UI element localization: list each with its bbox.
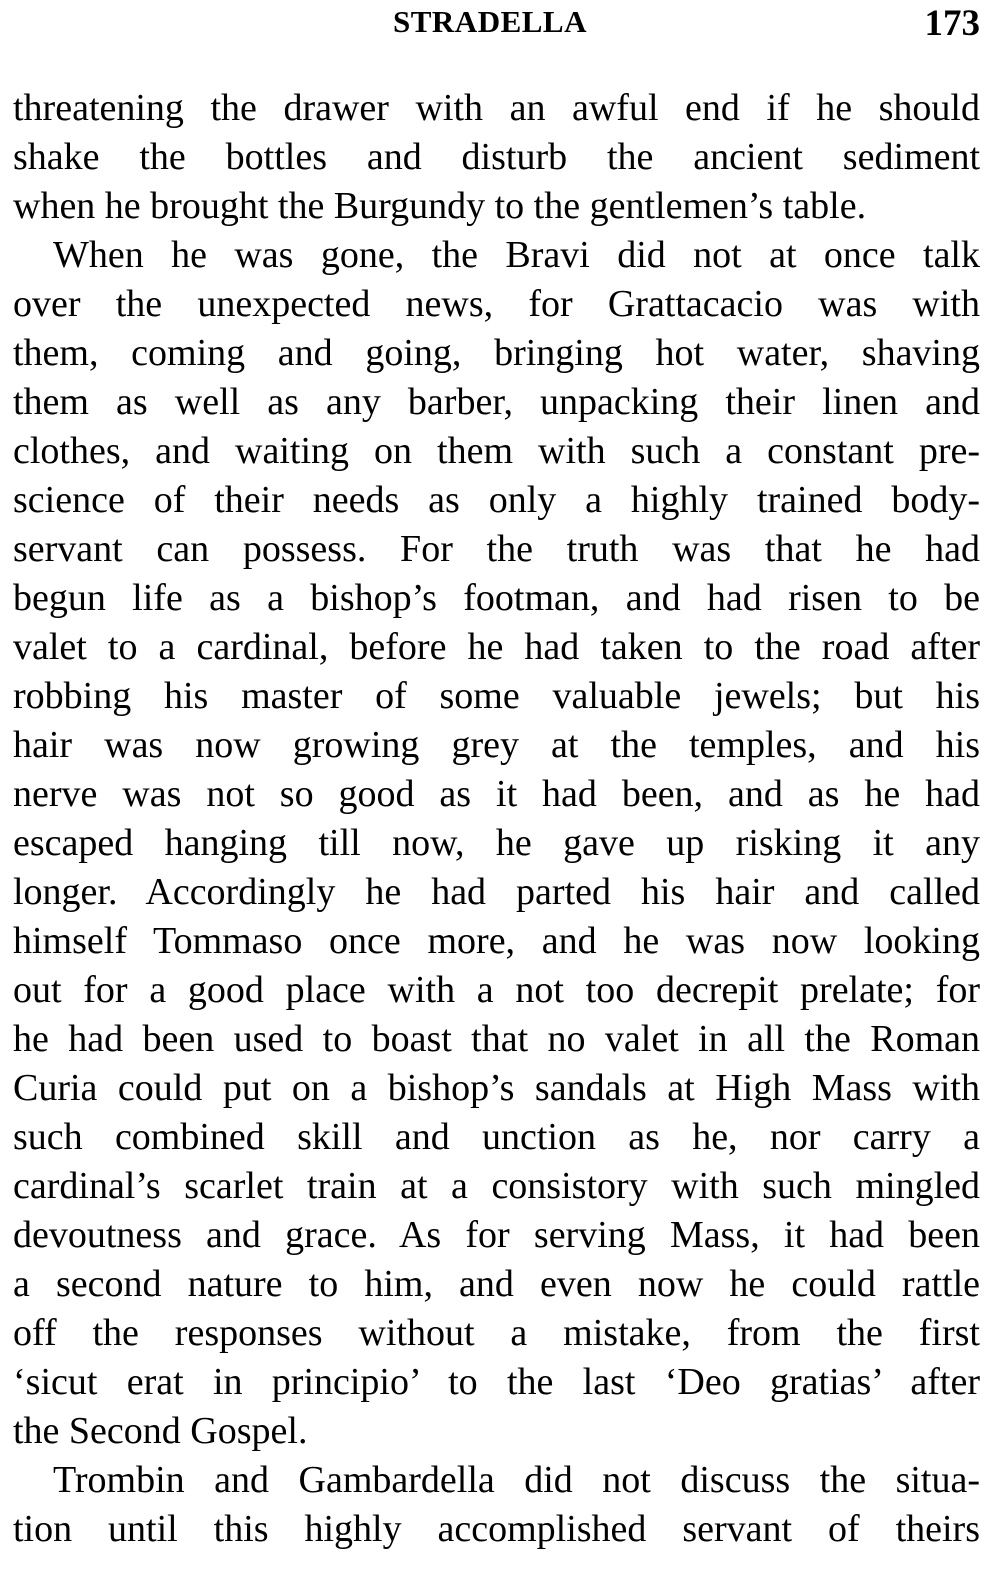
text-line: When he was gone, the Bravi did not at once talk xyxy=(53,234,980,276)
text-line: them as well as any barber, unpacking their linen and xyxy=(13,381,980,423)
text-line: ‘sicut erat in principio’ to the last ‘Deo gratias’ after xyxy=(13,1361,980,1403)
text-line: them, coming and going, bringing hot water, shaving xyxy=(13,332,980,374)
text-line: tion until this highly accomplished servant of theirs xyxy=(13,1508,980,1550)
text-line: Curia could put on a bishop’s sandals at High Mass with xyxy=(13,1067,980,1109)
text-line: threatening the drawer with an awful end if he should xyxy=(13,87,980,129)
text-line: clothes, and waiting on them with such a constant pre- xyxy=(13,430,980,472)
body-text xyxy=(13,84,980,1554)
text-line: begun life as a bishop’s footman, and had risen to be xyxy=(13,577,980,619)
text-line: off the responses without a mistake, from the first xyxy=(13,1312,980,1354)
page-header xyxy=(0,0,1000,48)
text-line: the Second Gospel. xyxy=(13,1410,308,1452)
text-line: devoutness and grace. As for serving Mass, it had been xyxy=(13,1214,980,1256)
running-title: STRADELLA xyxy=(393,4,587,39)
text-line: over the unexpected news, for Grattacacio was with xyxy=(13,283,980,325)
text-line: escaped hanging till now, he gave up risking it any xyxy=(13,822,980,864)
text-line: hair was now growing grey at the temples, and his xyxy=(13,724,980,766)
text-line: shake the bottles and disturb the ancient sediment xyxy=(13,136,980,178)
text-line: himself Tommaso once more, and he was now looking xyxy=(13,920,980,962)
text-line: cardinal’s scarlet train at a consistory with such mingled xyxy=(13,1165,980,1207)
text-line: Trombin and Gambardella did not discuss the situa- xyxy=(53,1459,980,1501)
text-line: he had been used to boast that no valet in all the Roman xyxy=(13,1018,980,1060)
text-line: such combined skill and unction as he, nor carry a xyxy=(13,1116,980,1158)
text-line: science of their needs as only a highly trained body- xyxy=(13,479,980,521)
text-line: robbing his master of some valuable jewels; but his xyxy=(13,675,980,717)
text-line: valet to a cardinal, before he had taken to the road after xyxy=(13,626,980,668)
text-line: out for a good place with a not too decrepit prelate; for xyxy=(13,969,980,1011)
text-line: longer. Accordingly he had parted his hair and called xyxy=(13,871,980,913)
text-line: a second nature to him, and even now he could rattle xyxy=(13,1263,980,1305)
text-line: when he brought the Burgundy to the gentlemen’s table. xyxy=(13,185,867,227)
text-line: servant can possess. For the truth was that he had xyxy=(13,528,980,570)
text-line: nerve was not so good as it had been, and as he had xyxy=(13,773,980,815)
page-number: 173 xyxy=(924,3,980,44)
